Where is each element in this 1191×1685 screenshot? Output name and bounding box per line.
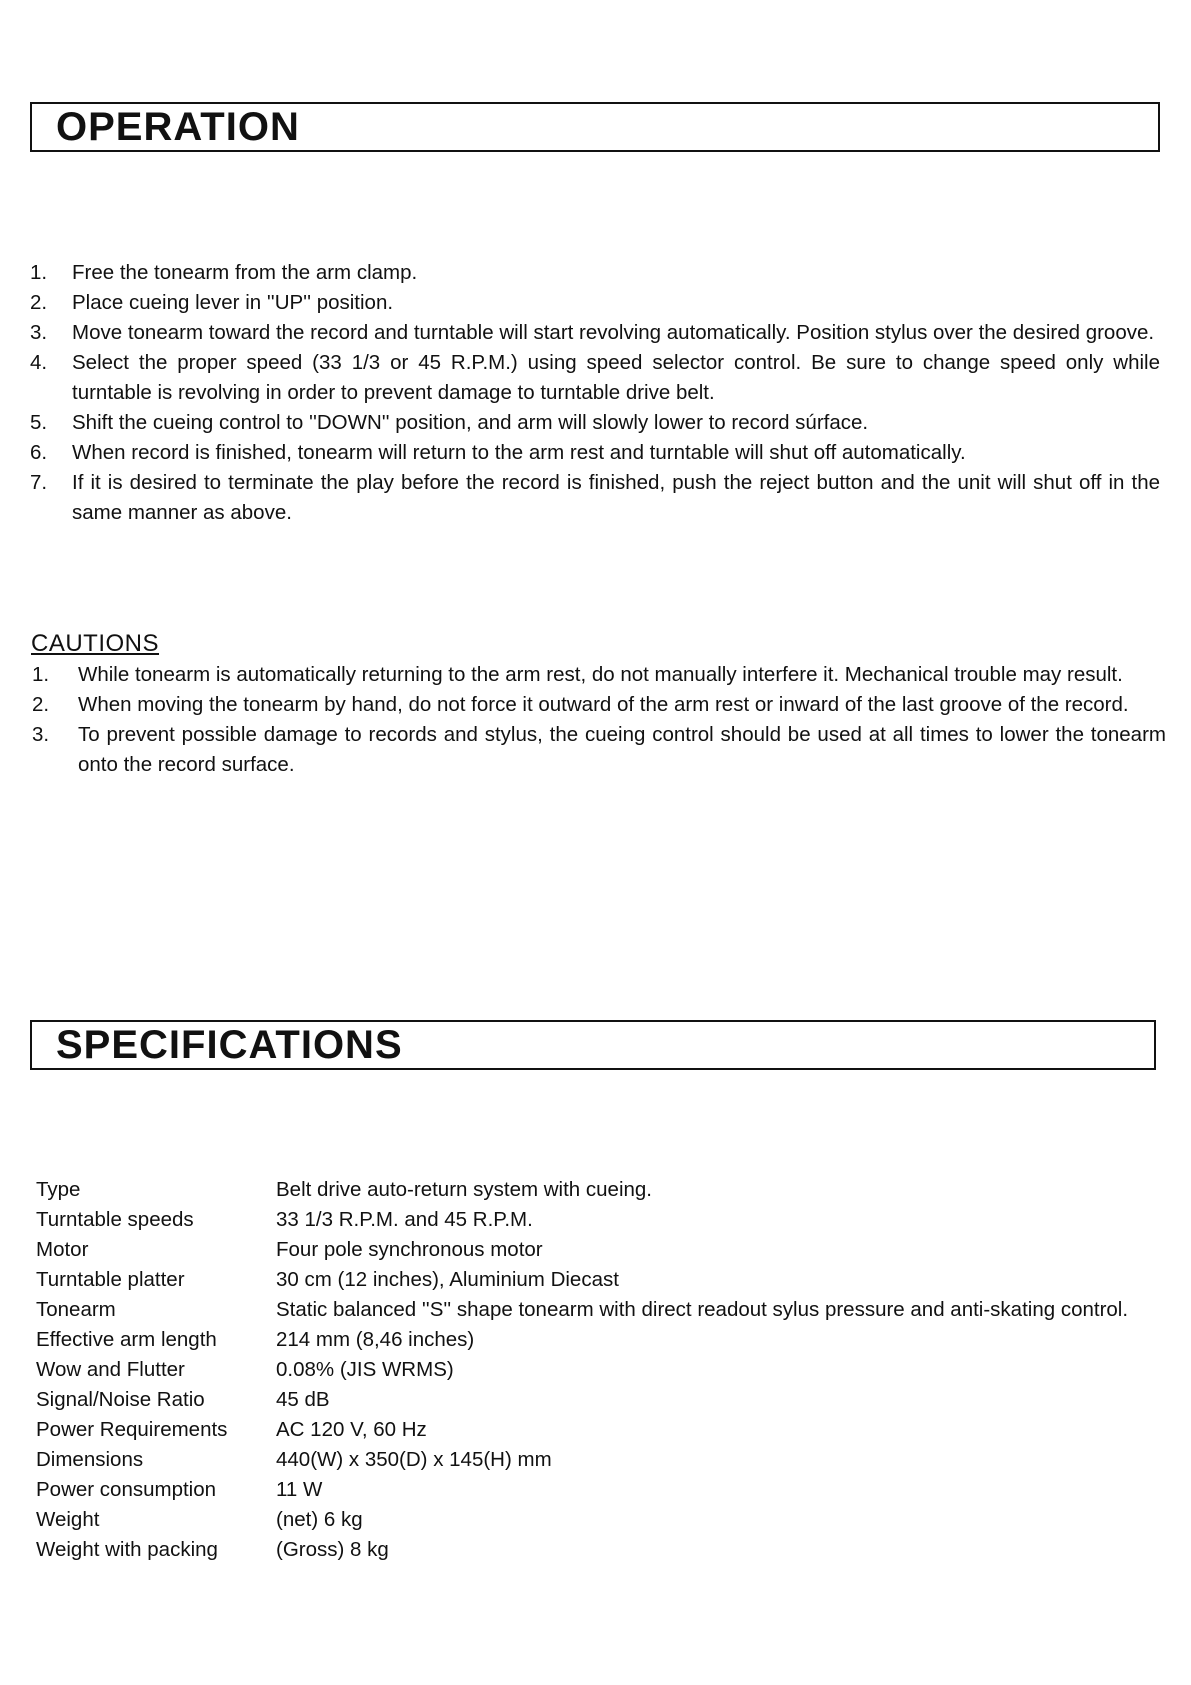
step-text: Select the proper speed (33 1/3 or 45 R.P.M.) using speed selector control. Be sure to change speed only while turntable is revolving in order to prevent damage to turntable drive belt. — [72, 351, 1160, 404]
step-number: 2. — [30, 291, 48, 314]
step-text: Move tonearm toward the record and turntable will start revolving automatically. Position stylus over the desired groove. — [72, 321, 1155, 344]
spec-label: Turntable platter — [36, 1268, 185, 1291]
spec-value: (net) 6 kg — [276, 1508, 363, 1531]
table-row — [36, 1355, 1136, 1385]
spec-value: 440(W) x 350(D) x 145(H) mm — [276, 1448, 552, 1471]
cautions-heading: CAUTIONS — [31, 630, 160, 657]
list-item — [30, 438, 1160, 468]
operation-title: OPERATION — [56, 105, 300, 149]
spec-label: Weight with packing — [36, 1538, 218, 1561]
list-item — [30, 408, 1160, 438]
table-row — [36, 1535, 1136, 1565]
table-row — [36, 1325, 1136, 1355]
caution-number: 2. — [32, 693, 50, 716]
list-item — [30, 288, 1160, 318]
caution-text: While tonearm is automatically returning to the arm rest, do not manually interfere it. Mechanical trouble may result. — [78, 663, 1123, 686]
step-text: Shift the cueing control to ''DOWN'' position, and arm will slowly lower to record súrface. — [72, 411, 869, 434]
spec-value: 33 1/3 R.P.M. and 45 R.P.M. — [276, 1208, 533, 1231]
table-row — [36, 1265, 1136, 1295]
operation-header-box — [30, 102, 1160, 152]
table-row — [36, 1295, 1136, 1325]
spec-value: 11 W — [276, 1478, 323, 1501]
caution-text: To prevent possible damage to records and stylus, the cueing control should be used at all times to lower the tonearm onto the record surface. — [78, 723, 1166, 776]
step-number: 5. — [30, 411, 48, 434]
cautions-list — [32, 660, 1166, 780]
list-item — [30, 468, 1160, 528]
spec-value: (Gross) 8 kg — [276, 1538, 389, 1561]
spec-label: Power Requirements — [36, 1418, 228, 1441]
table-row — [36, 1475, 1136, 1505]
table-row — [36, 1385, 1136, 1415]
specifications-title: SPECIFICATIONS — [56, 1023, 403, 1067]
list-item — [30, 258, 1160, 288]
step-text: When record is finished, tonearm will return to the arm rest and turntable will shut off automatically. — [72, 441, 966, 464]
table-row — [36, 1235, 1136, 1265]
spec-label: Effective arm length — [36, 1328, 217, 1351]
step-number: 4. — [30, 351, 48, 374]
spec-label: Tonearm — [36, 1298, 116, 1321]
specifications-header-box — [30, 1020, 1156, 1070]
spec-label: Power consumption — [36, 1478, 217, 1501]
spec-label: Motor — [36, 1238, 89, 1261]
specifications-table — [36, 1175, 1136, 1565]
spec-value: 45 dB — [276, 1388, 330, 1411]
spec-value: 30 cm (12 inches), Aluminium Diecast — [276, 1268, 619, 1291]
spec-value: Four pole synchronous motor — [276, 1238, 543, 1261]
spec-label: Turntable speeds — [36, 1208, 194, 1231]
table-row — [36, 1445, 1136, 1475]
step-text: Free the tonearm from the arm clamp. — [72, 261, 418, 284]
spec-label: Signal/Noise Ratio — [36, 1388, 205, 1411]
step-number: 1. — [30, 261, 48, 284]
spec-value: Belt drive auto-return system with cueing. — [276, 1178, 652, 1201]
table-row — [36, 1205, 1136, 1235]
list-item — [32, 660, 1166, 690]
caution-number: 1. — [32, 663, 50, 686]
step-text: Place cueing lever in ''UP'' position. — [72, 291, 394, 314]
spec-value: 214 mm (8,46 inches) — [276, 1328, 475, 1351]
spec-label: Type — [36, 1178, 81, 1201]
spec-value: AC 120 V, 60 Hz — [276, 1418, 427, 1441]
step-text: If it is desired to terminate the play before the record is finished, push the reject button and the unit will shut off in the same manner as above. — [72, 471, 1160, 524]
list-item — [32, 690, 1166, 720]
caution-text: When moving the tonearm by hand, do not force it outward of the arm rest or inward of the last groove of the record. — [78, 693, 1129, 716]
step-number: 3. — [30, 321, 48, 344]
table-row — [36, 1415, 1136, 1445]
spec-value: 0.08% (JIS WRMS) — [276, 1358, 454, 1381]
operation-steps-list — [30, 258, 1160, 528]
spec-label: Wow and Flutter — [36, 1358, 185, 1381]
caution-number: 3. — [32, 723, 50, 746]
list-item — [30, 348, 1160, 408]
table-row — [36, 1175, 1136, 1205]
step-number: 6. — [30, 441, 48, 464]
spec-value: Static balanced ''S'' shape tonearm with direct readout sylus pressure and anti-skating control. — [276, 1298, 1129, 1321]
list-item — [30, 318, 1160, 348]
list-item — [32, 720, 1166, 780]
step-number: 7. — [30, 471, 48, 494]
spec-label: Weight — [36, 1508, 100, 1531]
table-row — [36, 1505, 1136, 1535]
spec-label: Dimensions — [36, 1448, 144, 1471]
